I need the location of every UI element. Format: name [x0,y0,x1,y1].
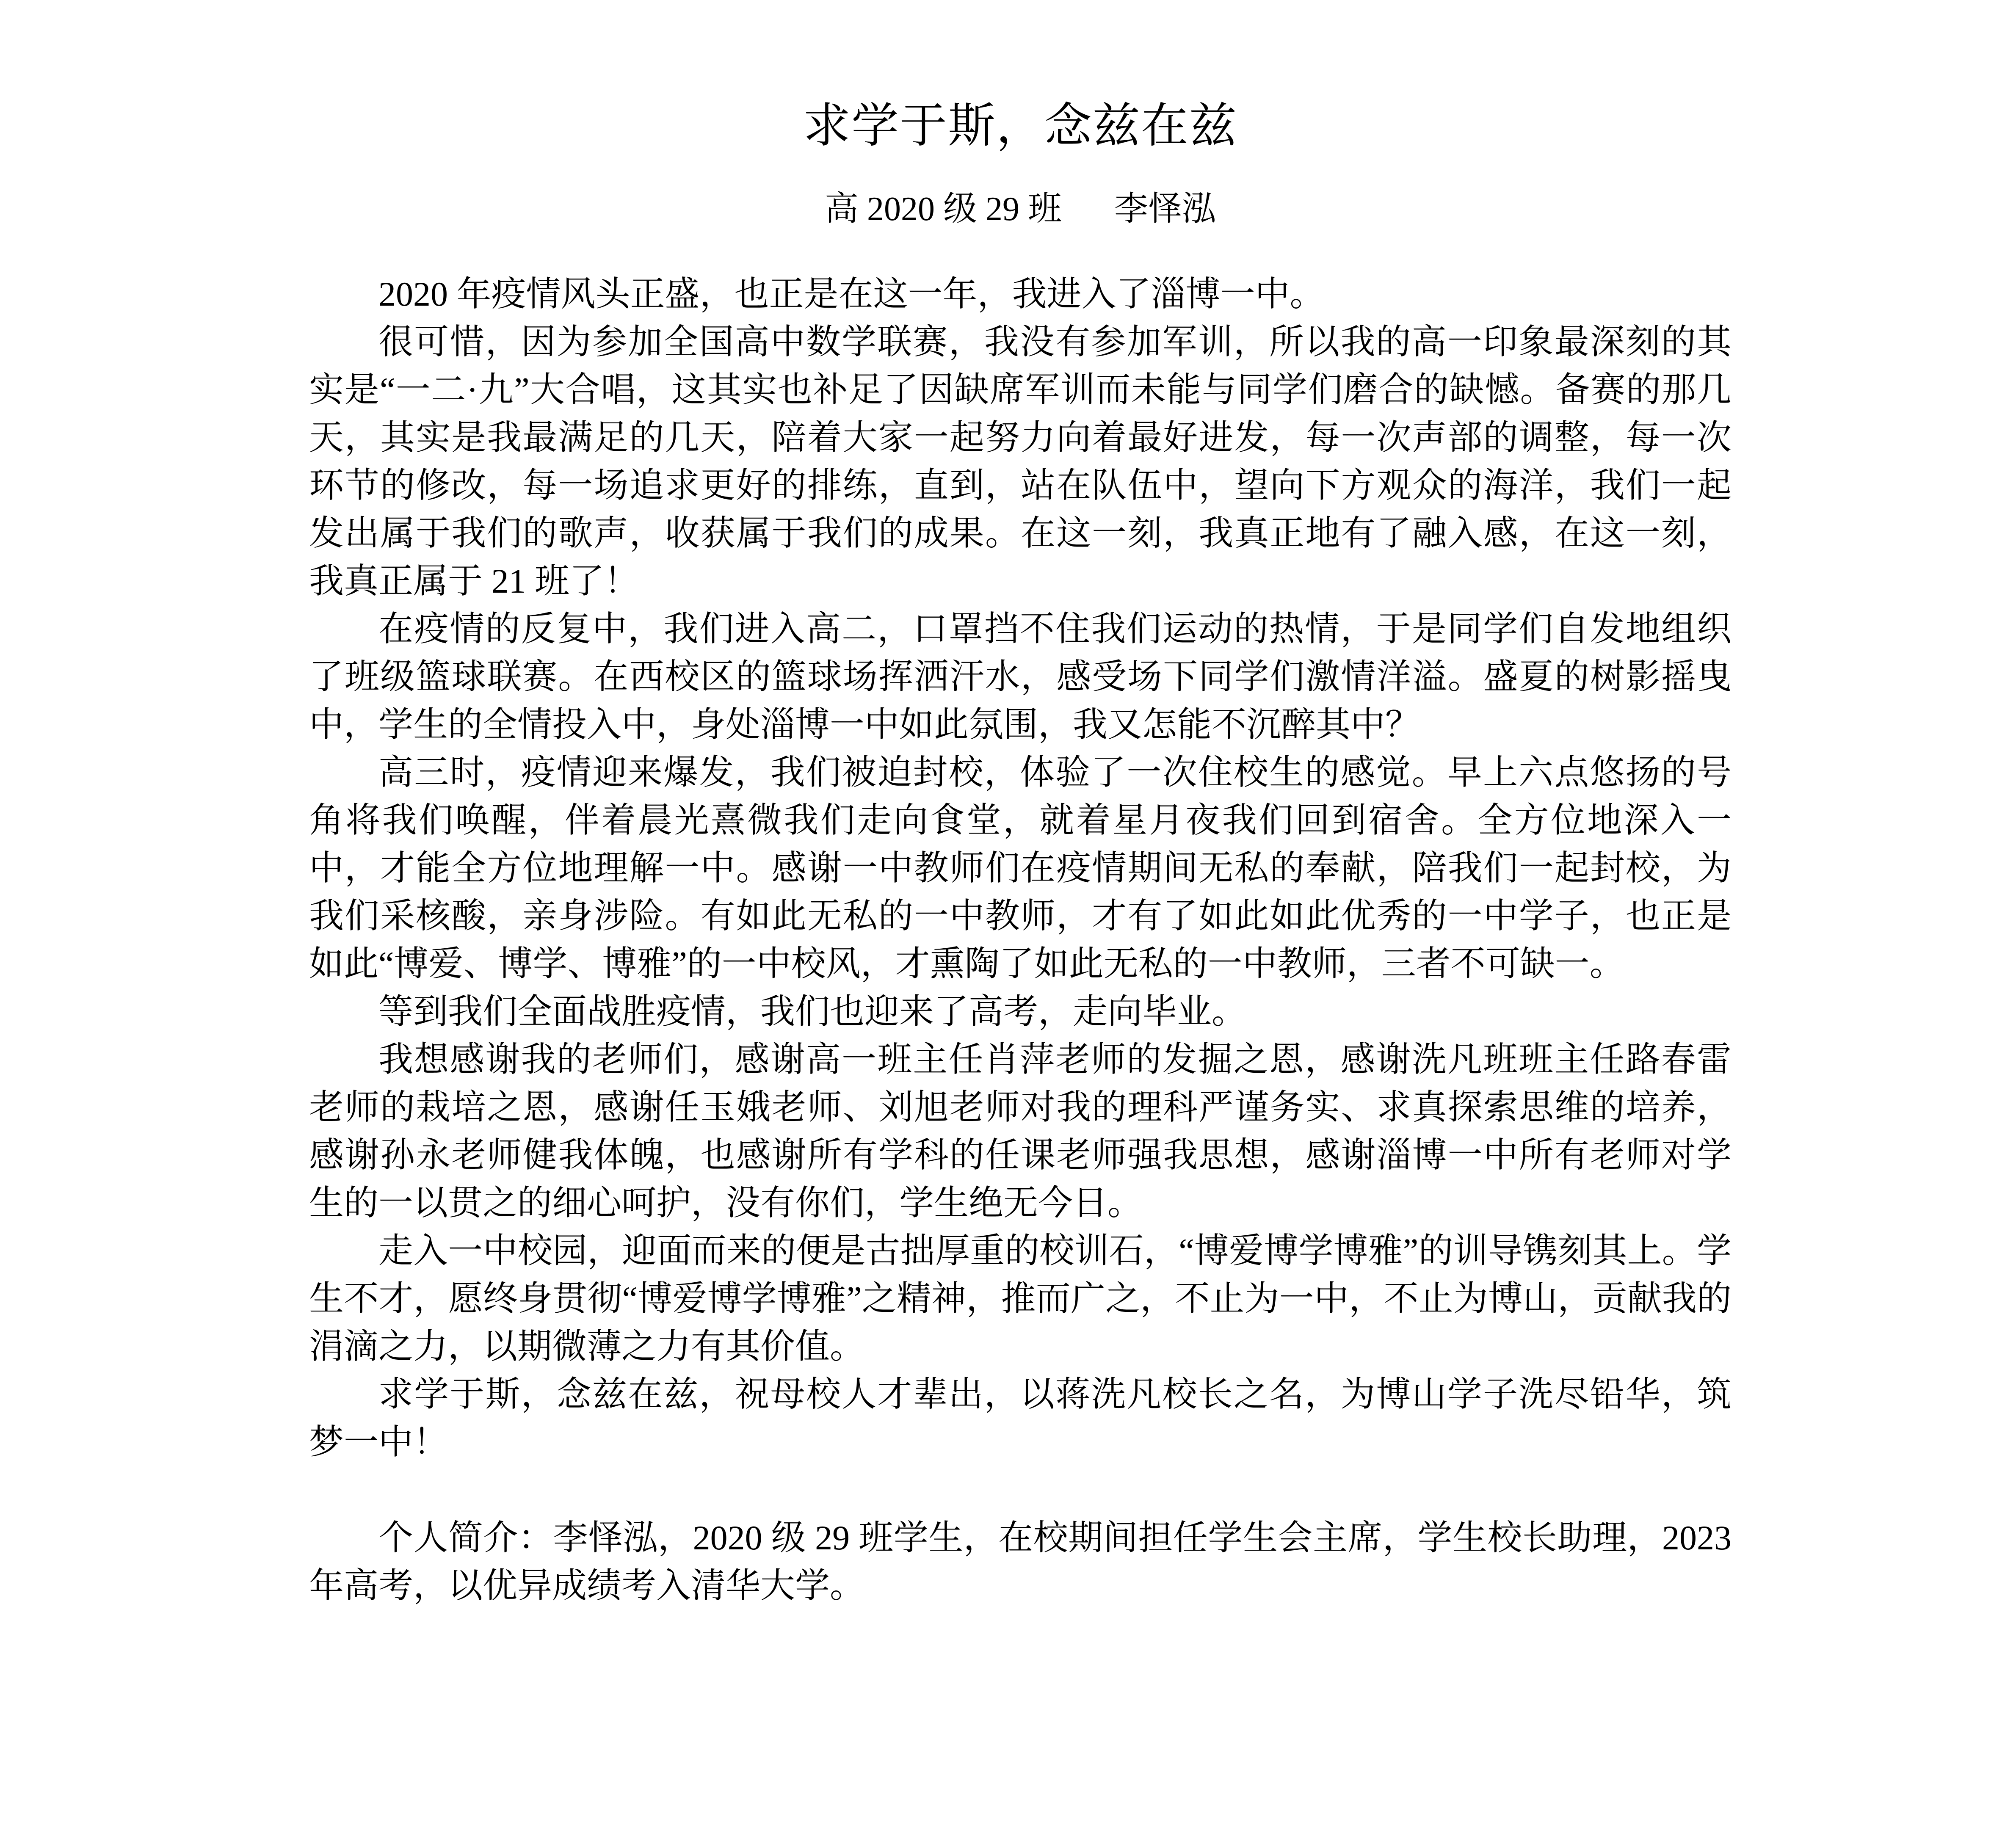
paragraph: 2020 年疫情风头正盛，也正是在这一年，我进入了淄博一中。 [378,275,1325,313]
paragraph: 求学于斯，念兹在兹，祝母校人才辈出，以蒋洗凡校长之名，为博山学子洗尽铅华，筑梦一中！ [309,1375,1732,1461]
byline-author: 李怿泓 [1114,190,1216,228]
paragraph: 等到我们全面战胜疫情，我们也迎来了高考，走向毕业。 [378,992,1247,1031]
paragraph: 走入一中校园，迎面而来的便是古拙厚重的校训石，“博爱博学博雅”的训导镌刻其上。学生不才，愿终身贯彻“博爱博学博雅”之精神，推而广之，不止为一中，不止为博山，贡献我的涓滴之力，以期微薄之力有其价值。 [309,1231,1732,1366]
paragraph: 在疫情的反复中，我们进入高二，口罩挡不住我们运动的热情，于是同学们自发地组织了班级篮球联赛。在西校区的篮球场挥洒汗水，感受场下同学们激情洋溢。盛夏的树影摇曳中，学生的全情投入中，身处淄博一中如此氛围，我又怎能不沉醉其中？ [309,610,1732,744]
paragraph: 很可惜，因为参加全国高中数学联赛，我没有参加军训，所以我的高一印象最深刻的其实是“一二·九”大合唱，这其实也补足了因缺席军训而未能与同学们磨合的缺憾。备赛的那几天，其实是我最满足的几天，陪着大家一起努力向着最好进发，每一次声部的调整，每一次环节的修改，每一场追求更好的排练，直到，站在队伍中，望向下方观众的海洋，我们一起发出属于我们的歌声，收获属于我们的成果。在这一刻，我真正地有了融入感，在这一刻，我真正属于 21 班了！ [309,323,1732,600]
byline [309,189,1732,229]
document-title: 求学于斯，念兹在兹 [803,100,1237,152]
paragraph: 高三时，疫情迎来爆发，我们被迫封校，体验了一次住校生的感觉。早上六点悠扬的号角将我们唤醒，伴着晨光熹微我们走向食堂，就着星月夜我们回到宿舍。全方位地深入一中，才能全方位地理解一中。感谢一中教师们在疫情期间无私的奉献，陪我们一起封校，为我们采核酸，亲身涉险。有如此无私的一中教师，才有了如此如此优秀的一中学子，也正是如此“博爱、博学、博雅”的一中校风，才熏陶了如此无私的一中教师，三者不可缺一。 [309,753,1732,983]
paragraph: 我想感谢我的老师们，感谢高一班主任肖萍老师的发掘之恩，感谢洗凡班班主任路春雷老师的栽培之恩，感谢任玉娥老师、刘旭老师对我的理科严谨务实、求真探索思维的培养，感谢孙永老师健我体魄，也感谢所有学科的任课老师强我思想，感谢淄博一中所有老师对学生的一以贯之的细心呵护，没有你们，学生绝无今日。 [309,1040,1732,1222]
document-body [309,270,1732,1609]
byline-class: 高 2020 级 29 班 [825,190,1062,228]
author-bio: 个人简介：李怿泓，2020 级 29 班学生，在校期间担任学生会主席，学生校长助理，2023 年高考，以优异成绩考入清华大学。 [309,1518,1732,1605]
